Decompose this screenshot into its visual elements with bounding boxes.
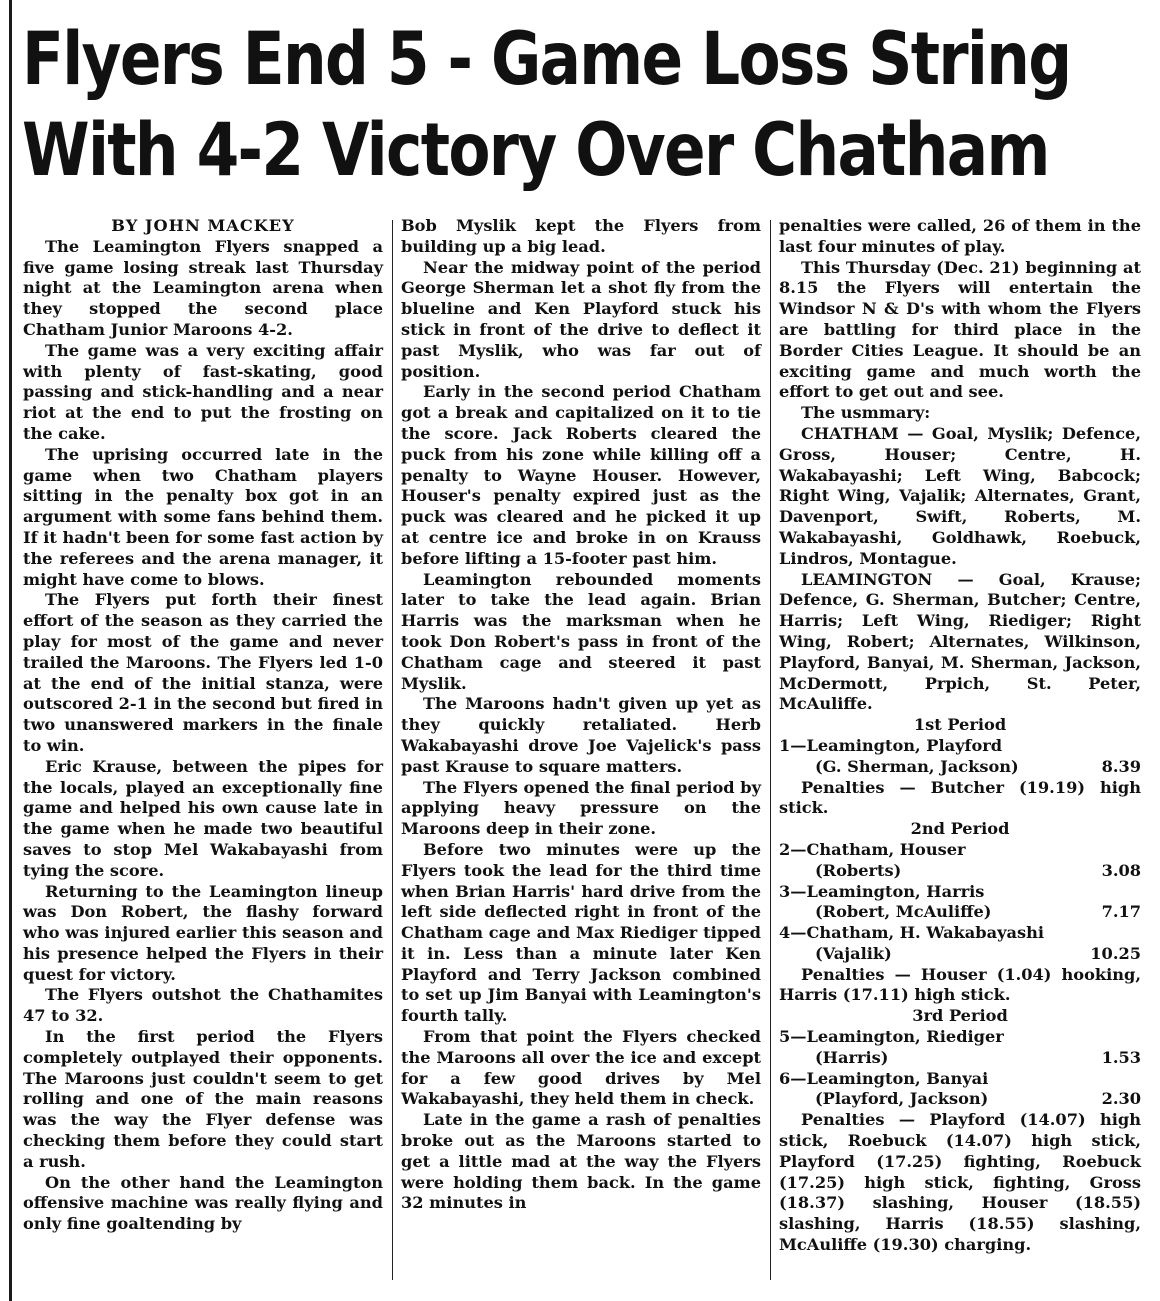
headline (22, 14, 1071, 196)
headline-line-1: Flyers End 5 - Game Loss String (22, 17, 1071, 102)
paragraph: Eric Krause, between the pipes for the locals, played an exceptionally fine game and helped his own cause late in the game when he made two beautiful saves to stop Mel Wakabayashi from tying the score. (23, 756, 383, 880)
goal-assist: (Robert, McAuliffe) (815, 902, 992, 922)
goal-time: 8.39 (1101, 756, 1141, 776)
summary-label: The usmmary: (801, 403, 931, 423)
goal-entry (779, 944, 1141, 965)
period-heading: 2nd Period (910, 819, 1010, 839)
paragraph: The Leamington Flyers snapped a five game losing streak last Thursday night at the Leamington arena when they stopped the second place Chatham Junior Maroons 4-2. (23, 236, 383, 339)
goal-entry (779, 882, 1141, 903)
goal-time: 7.17 (1101, 902, 1141, 922)
goal-assist: (Harris) (815, 1047, 889, 1067)
penalties: Penalties — Playford (14.07) high stick, Roebuck (14.07) high stick, Playford (17.25) fighting, Roebuck (17.25) high stick, fighting, Gross (18.37) slashing, Houser (18.55) slashing, Harris (18.55) slashing, McAuliffe (19.30) charging. (779, 1110, 1141, 1255)
goal-scorer: 5—Leamington, Riediger (779, 1027, 1004, 1047)
goal-entry (779, 902, 1141, 923)
goal-scorer: 3—Leamington, Harris (779, 881, 985, 901)
page-edge-line (9, 0, 12, 1301)
column-rule (770, 220, 771, 1280)
goal-scorer: 2—Chatham, Houser (779, 839, 966, 859)
leamington-lineup: LEAMINGTON — Goal, Krause; Defence, G. Sherman, Butcher; Centre, Harris; Left Wing, Riediger; Right Wing, Robert; Alternates, Wilkinson, Playford, Banyai, M. Sherman, Jackson, McDermott, Prpich, St. Peter, McAuliffe. (779, 569, 1141, 714)
column-rule (392, 220, 393, 1280)
goal-entry (779, 1048, 1141, 1069)
goal-time: 3.08 (1101, 860, 1141, 880)
paragraph: Bob Myslik kept the Flyers from building up a big lead. (401, 216, 761, 256)
article-column-1 (23, 216, 383, 1235)
chatham-lineup: CHATHAM — Goal, Myslik; Defence, Gross, Houser; Centre, H. Wakabayashi; Left Wing, Babcock; Right Wing, Vajalik; Alternates, Grant, Davenport, Swift, Roberts, M. Wakabayashi, Goldhawk, Roebuck, Lindros, Montague. (779, 423, 1141, 568)
paragraph: This Thursday (Dec. 21) beginning at 8.15 the Flyers will entertain the Windsor N & D's with whom the Flyers are battling for third place in the Border Cities League. It should be an exciting game and much worth the effort to get out and see. (779, 257, 1141, 402)
paragraph: The game was a very exciting affair with plenty of fast-skating, good passing and stick-handling and a near riot at the end to put the frosting on the cake. (23, 340, 383, 443)
goal-scorer: 6—Leamington, Banyai (779, 1068, 989, 1088)
paragraph: In the first period the Flyers completely outplayed their opponents. The Maroons just couldn't seem to get rolling and one of the main reasons was the way the Flyer defense was checking them before they could start a rush. (23, 1027, 383, 1171)
goal-entry (779, 1089, 1141, 1110)
goal-time: 10.25 (1090, 943, 1141, 963)
article-column-3 (779, 216, 1141, 1256)
goal-entry (779, 840, 1141, 861)
paragraph: Near the midway point of the period George Sherman let a shot fly from the blueline and Ken Playford stuck his stick in front of the drive to deflect it past Myslik, who was far out of position. (401, 257, 761, 381)
paragraph: The Flyers put forth their finest effort of the season as they carried the play for most of the game and never trailed the Maroons. The Flyers led 1-0 at the end of the initial stanza, were outscored 2-1 in the second but fired in two unanswered markers in the finale to win. (23, 590, 383, 755)
goal-entry (779, 923, 1141, 944)
goal-entry (779, 736, 1141, 757)
paragraph: Before two minutes were up the Flyers took the lead for the third time when Brian Harris' hard drive from the left side deflected right in front of the Chatham cage and Max Riediger tipped it in. Less than a minute later Ken Playford and Terry Jackson combined to set up Jim Banyai with Leamington's fourth tally. (401, 839, 761, 1026)
penalties: Penalties — Butcher (19.19) high stick. (779, 777, 1141, 818)
goal-entry (779, 757, 1141, 778)
goal-scorer: 1—Leamington, Playford (779, 735, 1003, 755)
goal-entry (779, 861, 1141, 882)
goal-entry (779, 1027, 1141, 1048)
paragraph: Early in the second period Chatham got a break and capitalized on it to tie the score. Jack Roberts cleared the puck from his zone while killing off a penalty to Wayne Houser. However, Houser's penalty expired just as the puck was cleared and he picked it up at centre ice and broke in on Krauss before lifting a 15-footer past him. (401, 382, 761, 568)
goal-time: 1.53 (1101, 1047, 1141, 1067)
penalties: Penalties — Houser (1.04) hooking, Harris (17.11) high stick. (779, 964, 1141, 1005)
paragraph: penalties were called, 26 of them in the last four minutes of play. (779, 216, 1141, 256)
paragraph: The Flyers outshot the Chathamites 47 to 32. (23, 985, 383, 1026)
period-heading: 3rd Period (912, 1006, 1008, 1026)
goal-assist: (Roberts) (815, 860, 902, 880)
goal-assist: (Playford, Jackson) (815, 1089, 989, 1109)
paragraph: On the other hand the Leamington offensive machine was really flying and only fine goaltending by (23, 1172, 383, 1234)
paragraph: The uprising occurred late in the game when two Chatham players sitting in the penalty box got in an argument with some fans behind them. If it hadn't been for some fast action by the referees and the arena manager, it might have come to blows. (23, 444, 383, 589)
paragraph: From that point the Flyers checked the Maroons all over the ice and except for a few good drives by Mel Wakabayashi, they held them in check. (401, 1027, 761, 1109)
goal-time: 2.30 (1101, 1089, 1141, 1109)
headline-line-2: With 4-2 Victory Over Chatham (22, 108, 1049, 193)
paragraph: The Maroons hadn't given up yet as they quickly retaliated. Herb Wakabayashi drove Joe Vajelick's pass past Krause to square matters. (401, 694, 761, 776)
paragraph: Returning to the Leamington lineup was Don Robert, the flashy forward who was injured earlier this season and his presence helped the Flyers in their quest for victory. (23, 881, 383, 984)
goal-assist: (Vajalik) (815, 943, 892, 963)
goal-entry (779, 1069, 1141, 1090)
paragraph: Leamington rebounded moments later to take the lead again. Brian Harris was the marksman when he took Don Robert's pass in front of the Chatham cage and steered it past Myslik. (401, 569, 761, 693)
goal-assist: (G. Sherman, Jackson) (815, 756, 1019, 776)
article-column-2 (401, 216, 761, 1214)
paragraph: Late in the game a rash of penalties broke out as the Maroons started to get a little mad at the way the Flyers were holding them back. In the game 32 minutes in (401, 1110, 761, 1213)
period-heading: 1st Period (913, 715, 1007, 735)
byline: BY JOHN MACKEY (111, 216, 295, 235)
goal-scorer: 4—Chatham, H. Wakabayashi (779, 923, 1044, 943)
paragraph: The Flyers opened the final period by applying heavy pressure on the Maroons deep in their zone. (401, 777, 761, 839)
